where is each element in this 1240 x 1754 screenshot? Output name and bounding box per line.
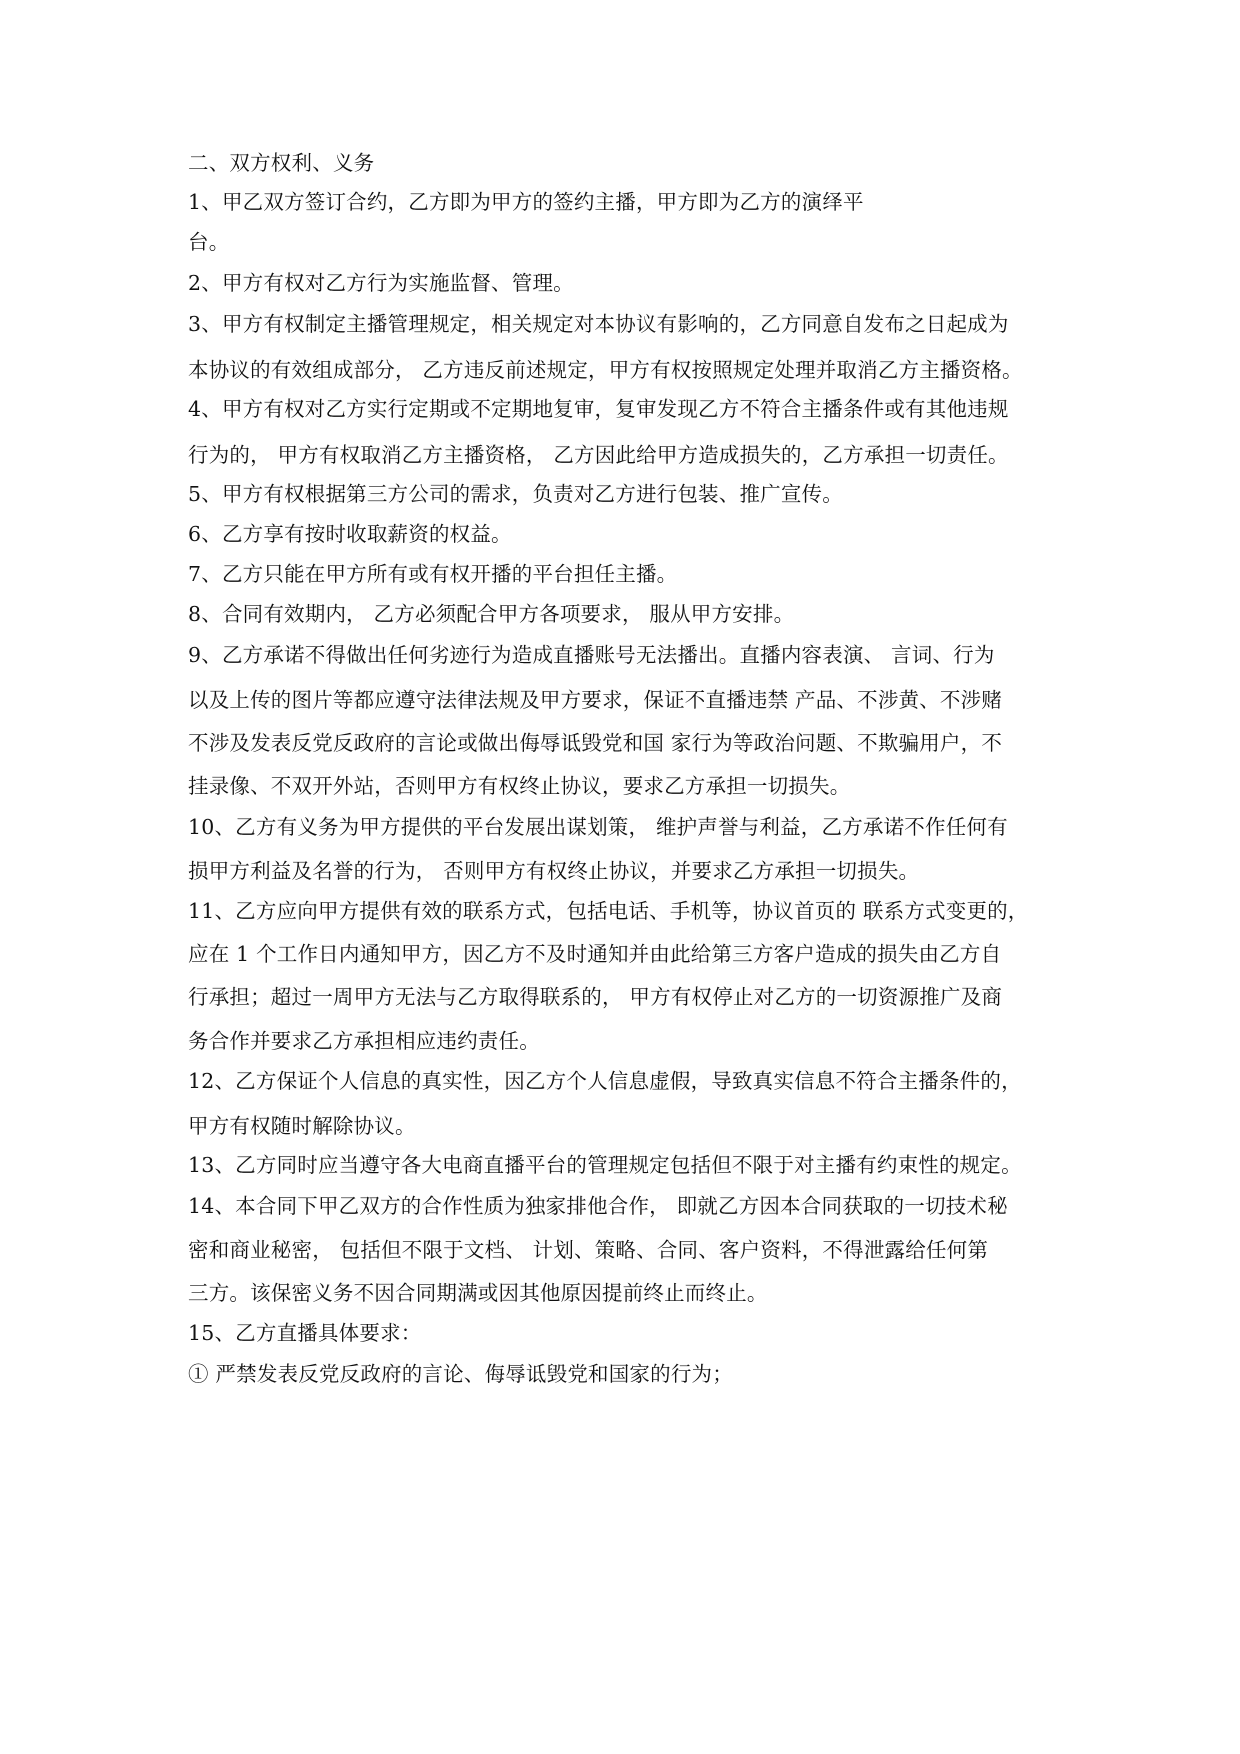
clause-9-line-2: 以及上传的图片等都应遵守法律法规及甲方要求，保证不直播违禁 产品、不涉黄、不涉赌 xyxy=(188,688,1003,712)
clause-9-line-1: 9、乙方承诺不得做出任何劣迹行为造成直播账号无法播出。直播内容表演、 言词、行为 xyxy=(188,643,995,667)
clause-12-line-1: 12、乙方保证个人信息的真实性，因乙方个人信息虚假，导致真实信息不符合主播条件的， xyxy=(188,1069,1022,1093)
clause-14-line-2: 密和商业秘密， 包括但不限于文档、 计划、策略、合同、客户资料，不得泄露给任何第 xyxy=(188,1238,989,1262)
clause-10-line-2: 损甲方利益及名誉的行为， 否则甲方有权终止协议，并要求乙方承担一切损失。 xyxy=(188,859,920,883)
clause-9-line-4: 挂录像、不双开外站，否则甲方有权终止协议，要求乙方承担一切损失。 xyxy=(188,774,851,798)
clause-1-line-2: 台。 xyxy=(188,230,230,254)
clause-2: 2、甲方有权对乙方行为实施监督、管理。 xyxy=(188,271,574,295)
clause-7: 7、乙方只能在甲方所有或有权开播的平台担任主播。 xyxy=(188,562,678,586)
clause-11-line-4: 务合作并要求乙方承担相应违约责任。 xyxy=(188,1029,540,1053)
clause-15: 15、乙方直播具体要求： xyxy=(188,1321,422,1345)
clause-1-line-1: 1、甲乙双方签订合约，乙方即为甲方的签约主播，甲方即为乙方的演绎平 xyxy=(188,190,864,214)
clause-4-line-2: 行为的， 甲方有权取消乙方主播资格， 乙方因此给甲方造成损失的，乙方承担一切责任。 xyxy=(188,443,1009,467)
clause-15-item-1: ① 严禁发表反党反政府的言论、侮辱诋毁党和国家的行为； xyxy=(188,1362,733,1386)
clause-11-line-1: 11、乙方应向甲方提供有效的联系方式，包括电话、手机等，协议首页的 联系方式变更的， xyxy=(188,899,1029,923)
clause-6: 6、乙方享有按时收取薪资的权益。 xyxy=(188,522,512,546)
clause-13: 13、乙方同时应当遵守各大电商直播平台的管理规定包括但不限于对主播有约束性的规定。 xyxy=(188,1153,1022,1177)
clause-11-line-3: 行承担；超过一周甲方无法与乙方取得联系的， 甲方有权停止对乙方的一切资源推广及商 xyxy=(188,985,1003,1009)
clause-8: 8、合同有效期内， 乙方必须配合甲方各项要求， 服从甲方安排。 xyxy=(188,602,795,626)
clause-4-line-1: 4、甲方有权对乙方实行定期或不定期地复审，复审发现乙方不符合主播条件或有其他违规 xyxy=(188,397,1009,421)
clause-12-line-2: 甲方有权随时解除协议。 xyxy=(188,1114,416,1138)
section-heading: 二、双方权利、义务 xyxy=(188,151,375,175)
clause-14-line-1: 14、本合同下甲乙双方的合作性质为独家排他合作， 即就乙方因本合同获取的一切技术秘 xyxy=(188,1194,1008,1218)
clause-3-line-2: 本协议的有效组成部分， 乙方违反前述规定，甲方有权按照规定处理并取消乙方主播资格。 xyxy=(188,358,1023,382)
clause-10-line-1: 10、乙方有义务为甲方提供的平台发展出谋划策， 维护声誉与利益，乙方承诺不作任何有 xyxy=(188,815,1008,839)
clause-11-line-2: 应在 1 个工作日内通知甲方，因乙方不及时通知并由此给第三方客户造成的损失由乙方自 xyxy=(188,942,1002,966)
clause-3-line-1: 3、甲方有权制定主播管理规定，相关规定对本协议有影响的，乙方同意自发布之日起成为 xyxy=(188,312,1009,336)
clause-5: 5、甲方有权根据第三方公司的需求，负责对乙方进行包装、推广宣传。 xyxy=(188,482,843,506)
clause-9-line-3: 不涉及发表反党反政府的言论或做出侮辱诋毁党和国 家行为等政治问题、不欺骗用户，不 xyxy=(188,731,1003,755)
clause-14-line-3: 三方。该保密义务不因合同期满或因其他原因提前终止而终止。 xyxy=(188,1281,768,1305)
